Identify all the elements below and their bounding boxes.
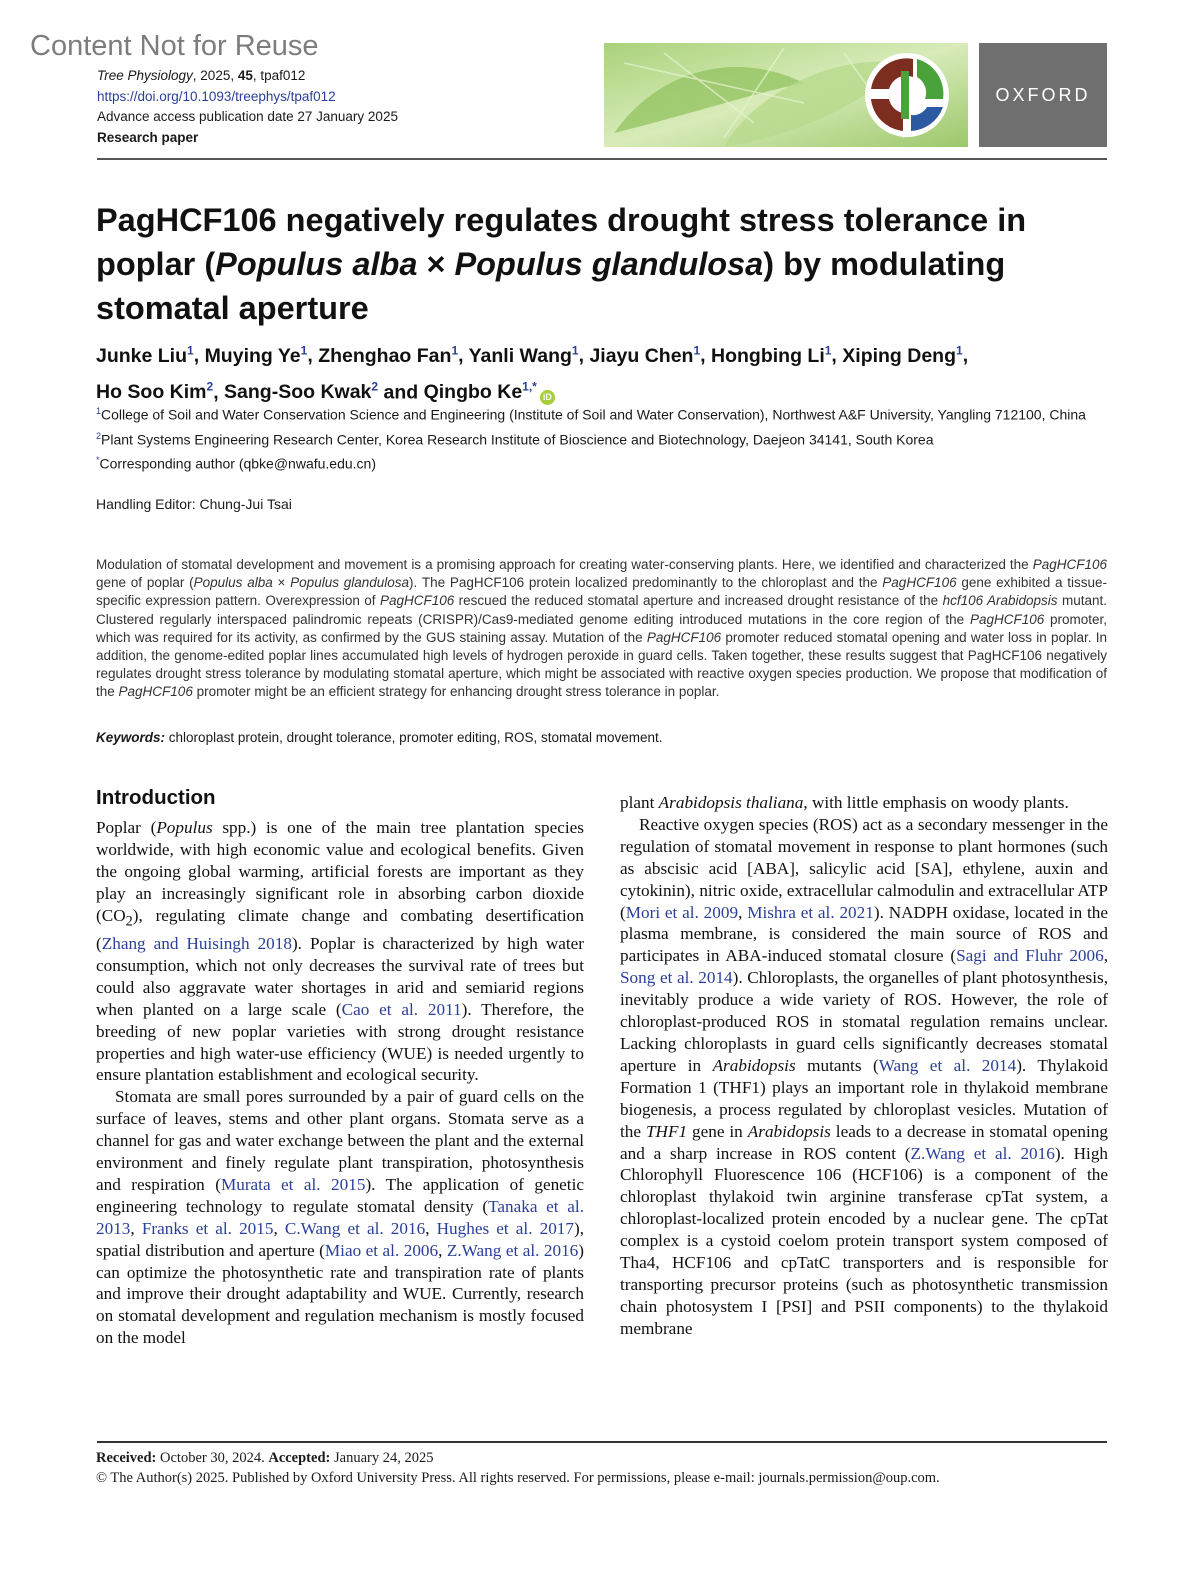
paragraph: Stomata are small pores surrounded by a pair of guard cells on the surface of leaves, stems and other plant organs. Stomata serve as a channel for gas and water exchange between the plant and the external environment and finely regulate plant transpiration, photosynthesis and respiration (Murata et al. 2015). The application of genetic engineering technology to regulate stomatal density (Tanaka et al. 2013, Franks et al. 2015, C.Wang et al. 2016, Hughes et al. 2017), spatial distribution and aperture (Miao et al. 2006, Z.Wang et al. 2016) can optimize the photosynthetic rate and transpiration rate of plants and improve their drought adaptability and WUE. Currently, research on stomatal development and regulation mechanism is mostly focused on the model xyxy=(96,1087,585,1348)
watermark: Content Not for Reuse xyxy=(30,30,319,62)
received-dates: Received: October 30, 2024. Accepted: January 24, 2025 xyxy=(96,1450,434,1466)
citation-year: , 2025, xyxy=(192,68,238,83)
title-species-2: Populus glandulosa xyxy=(454,246,764,282)
oxford-logo: OXFORD xyxy=(979,43,1107,147)
author-list: Junke Liu$^1$, Muying Ye$^1$, Zhenghao Fan$^1$, Yanli Wang$^1$, Jiayu Chen$^1$, Hongbing Li$^1$, Xiping Deng$^1$, Ho Soo Kim$^2$, Sang-Soo Kwak$^2$ and Qingbo $Ke^{1,*}iD$ xyxy=(96,343,969,403)
keywords xyxy=(96,730,663,745)
affiliation-2: $^2$Plant Systems Engineering Research Center, Korea Research Institute of Bioscience and Biotechnology, Daejeon 34141, South Korea xyxy=(96,430,934,448)
title-text-end: ) by modulating stomatal aperture xyxy=(96,246,1006,326)
author[interactable]: Ho Soo Kim$^2$ xyxy=(96,379,214,403)
article-title xyxy=(96,198,1096,330)
header-divider xyxy=(97,158,1107,160)
author[interactable]: Xiping Deng$^1$ xyxy=(842,343,963,367)
keywords-text: chloroplast protein, drought tolerance, promoter editing, ROS, stomatal movement. xyxy=(168,730,663,745)
advance-access: Advance access publication date 27 January 2025 xyxy=(97,109,398,124)
title-species-1: Populus alba xyxy=(215,246,418,282)
citation-link[interactable]: Mishra et al. 2021 xyxy=(747,902,874,922)
journal-name: Tree Physiology xyxy=(97,68,193,83)
citation-link[interactable]: Cao et al. 2011 xyxy=(341,999,462,1019)
tp-logo-icon xyxy=(865,53,949,137)
author[interactable]: Jiayu Chen$^1$ xyxy=(589,343,701,367)
citation-link[interactable]: Z.Wang et al. 2016 xyxy=(446,1240,579,1260)
leaf-banner-image xyxy=(604,43,968,147)
citation-link[interactable]: Hughes et al. 2017 xyxy=(436,1218,574,1238)
author[interactable]: Junke Liu$^1$ xyxy=(96,343,194,367)
body-column-left xyxy=(96,786,584,1349)
citation-link[interactable]: Sagi and Fluhr 2006 xyxy=(956,946,1104,966)
citation-line xyxy=(97,66,398,87)
author[interactable]: Hongbing Li$^1$ xyxy=(711,343,832,367)
citation-link[interactable]: C.Wang et al. 2016 xyxy=(284,1218,426,1238)
paragraph: plant Arabidopsis thaliana, with little emphasis on woody plants. xyxy=(620,793,1069,812)
citation-link[interactable]: Tanaka et al. 2013 xyxy=(96,1196,584,1238)
copyright-notice: © The Author(s) 2025. Published by Oxford University Press. All rights reserved. For permissions, please e-mail: journals.permission@oup.com. xyxy=(96,1470,940,1486)
author[interactable]: Sang-Soo Kwak$^2$ xyxy=(224,379,379,403)
keywords-label: Keywords: xyxy=(96,730,166,745)
title-cross: × xyxy=(417,246,455,282)
author[interactable]: Zhenghao Fan$^1$ xyxy=(318,343,459,367)
body-column-right xyxy=(620,792,1108,1340)
citation-link[interactable]: Song et al. 2014 xyxy=(620,968,733,988)
doi-link[interactable]: https://doi.org/10.1093/treephys/tpaf012 xyxy=(97,88,336,104)
author[interactable]: Qingbo $Ke^{1,*}$ xyxy=(423,379,537,403)
abstract: Modulation of stomatal development and movement is a promising approach for creating water-conserving plants. Here, we identified and characterized the PagHCF106 gene of poplar (Populus alba × Populus glandulosa). The PagHCF106 protein localized predominantly to the chloroplast and the PagHCF106 gene exhibited a tissue-specific expression pattern. Overexpression of PagHCF106 rescued the reduced stomatal aperture and increased drought resistance of the hcf106 Arabidopsis mutant. Clustered regularly interspaced palindromic repeats (CRISPR)/Cas9-mediated genome editing introduced mutations in the core region of the PagHCF106 promoter, which was required for its activity, as confirmed by the GUS staining assay. Mutation of the PagHCF106 promoter reduced stomatal opening and water loss in poplar. In addition, the genome-edited poplar lines accumulated high levels of hydrogen peroxide in guard cells. Taken together, these results suggest that PagHCF106 negatively regulates drought stress tolerance by modulating stomatal aperture, which might be associated with reactive oxygen species production. We propose that modification of the PagHCF106 promoter might be an efficient strategy for enhancing drought stress tolerance in poplar. xyxy=(96,557,1108,700)
citation-link[interactable]: Wang et al. 2014 xyxy=(878,1055,1017,1075)
authors-conjunction: and xyxy=(383,381,419,403)
paragraph: Poplar (Populus spp.) is one of the main tree plantation species worldwide, with high economic value and ecological benefits. Given the ongoing global warming, artificial forests are important as they play an increasingly significant role in absorbing carbon dioxide $(CO_2)$, regulating climate change and combating desertification (Zhang and Huisingh 2018). Poplar is characterized by high water consumption, which not only decreases the survival rate of trees but could also aggravate water shortages in arid and semiarid regions when planted on a large scale (Cao et al. 2011). Therefore, the breeding of new poplar varieties with strong drought resistance properties and high water-use efficiency (WUE) is needed urgently to ensure plantation establishment and ecological security. xyxy=(96,818,585,1085)
handling-editor: Handling Editor: Chung-Jui Tsai xyxy=(96,496,292,512)
paragraph: Reactive oxygen species (ROS) act as a secondary messenger in the regulation of stomatal movement in response to plant hormones (such as abscisic acid [ABA], salicylic acid [SA], ethylene, auxin and cytokinin), nitric oxide, extracellular calmodulin and extracellular ATP (Mori et al. 2009, Mishra et al. 2021). NADPH oxidase, located in the plasma membrane, is considered the main source of ROS and participates in ABA-induced stomatal closure (Sagi and Fluhr 2006, Song et al. 2014). Chloroplasts, the organelles of plant photosynthesis, inevitably produce a wide variety of ROS. However, the role of chloroplast-produced ROS in stomatal regulation remains unclear. Lacking chloroplasts in guard cells significantly decreases stomatal aperture in Arabidopsis mutants (Wang et al. 2014). Thylakoid Formation 1 (THF1) plays an important role in thylakoid membrane biogenesis, a process regulated by chloroplast vesicles. Mutation of the THF1 gene in Arabidopsis leads to a decrease in stomatal opening and a sharp increase in ROS content (Z.Wang et al. 2016). High Chlorophyll Fluorescence 106 (HCF106) is a component of the chloroplast thylakoid twin arginine transferase cpTat system, a chloroplast-localized protein encoded by a nuclear gene. The cpTat complex is a cystoid coelom protein transport system composed of Tha4, HCF106 and cpTatC transporters and is responsible for transporting precursor proteins (such as photosynthetic transmission chain photosystem I [PSI] and PSII components) to the thylakoid membrane xyxy=(620,814,1109,1338)
citation-link[interactable]: Mori et al. 2009 xyxy=(625,902,739,922)
corresponding-author: *Corresponding author (qbke@nwafu.edu.cn) xyxy=(96,455,377,472)
orcid-icon[interactable]: iD xyxy=(540,390,555,405)
citation-link[interactable]: Murata et al. 2015 xyxy=(220,1174,366,1194)
article-type: Research paper xyxy=(97,129,199,145)
author[interactable]: Yanli Wang$^1$ xyxy=(468,343,579,367)
citation-link[interactable]: Z.Wang et al. 2016 xyxy=(910,1143,1055,1163)
author[interactable]: Muying Ye$^1$ xyxy=(204,343,308,367)
journal-meta xyxy=(97,66,398,148)
affiliation-1: $^1$College of Soil and Water Conservation Science and Engineering (Institute of Soil and Water Conservation), Northwest A&F University, Yangling 712100, China xyxy=(96,406,1086,423)
affiliations xyxy=(96,401,1106,475)
footer-divider xyxy=(97,1441,1107,1443)
citation-link[interactable]: Miao et al. 2006 xyxy=(324,1240,439,1260)
article-id: , tpaf012 xyxy=(252,68,306,83)
volume: 45 xyxy=(237,68,253,83)
citation-link[interactable]: Zhang and Huisingh 2018 xyxy=(101,933,292,953)
citation-link[interactable]: Franks et al. 2015 xyxy=(141,1218,274,1238)
section-heading: Introduction xyxy=(96,786,216,809)
title-text: PagHCF106 negatively regulates drought stress tolerance in poplar ( xyxy=(96,202,1027,282)
